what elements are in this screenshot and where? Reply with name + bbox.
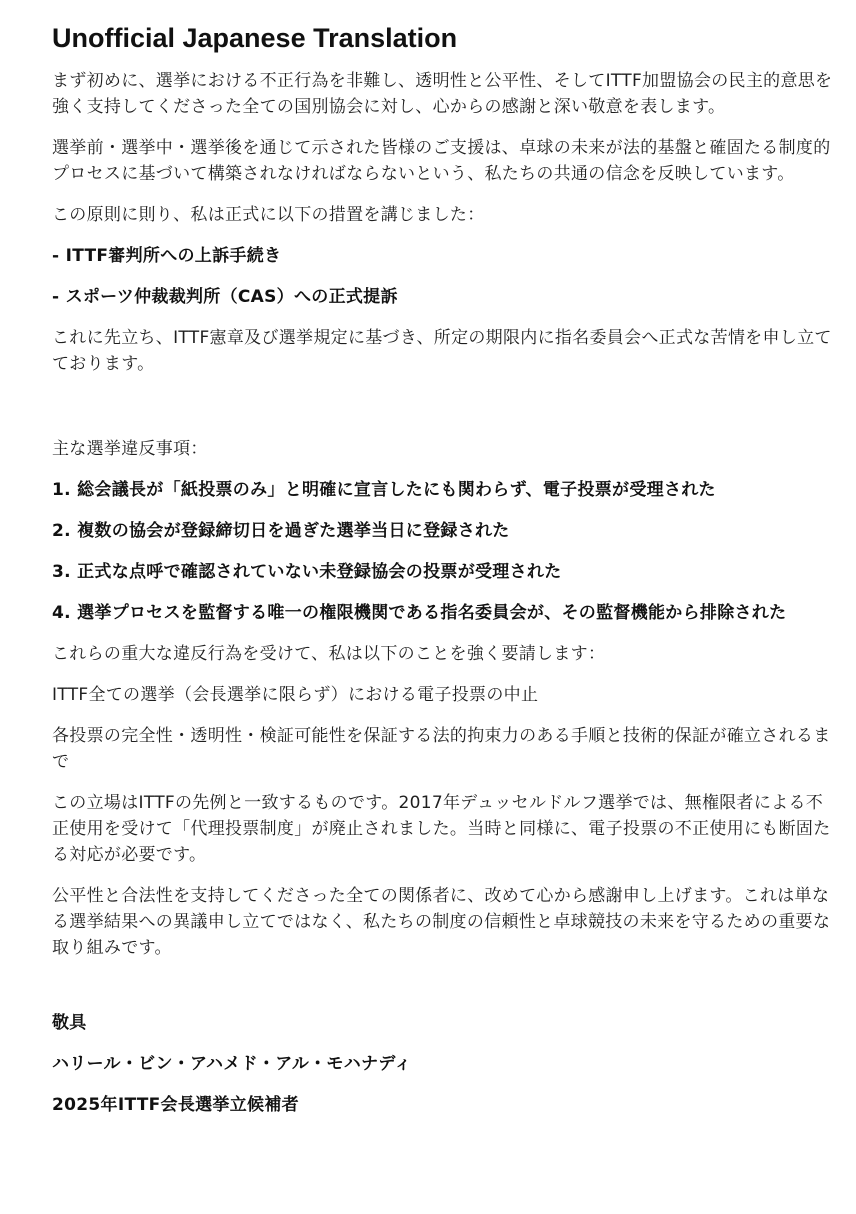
- spacer: [52, 976, 834, 1010]
- document-page: [52, 18, 834, 1133]
- violation-item-4: 4. 選挙プロセスを監督する唯一の権限機関である指名委員会が、その監督機能から排除された: [52, 603, 787, 623]
- paragraph-gratitude: まず初めに、選挙における不正行為を非難し、透明性と公平性、そしてITTF加盟協会の民主的意思を強く支持してくださった全ての国別協会に対し、心からの感謝と深い敬意を表します。: [52, 71, 833, 117]
- signatory-name: ハリール・ビン・アハメド・アル・モハナディ: [52, 1054, 412, 1074]
- violation-item-1: 1. 総会議長が「紙投票のみ」と明確に宣言したにも関わらず、電子投票が受理された: [52, 480, 716, 500]
- violation-item-2: 2. 複数の協会が登録締切日を過ぎた選挙当日に登録された: [52, 521, 510, 541]
- measure-item-ittf-tribunal: - ITTF審判所への上訴手続き: [52, 246, 282, 266]
- document-title: Unofficial Japanese Translation: [52, 23, 458, 53]
- paragraph-request-intro: これらの重大な違反行為を受けて、私は以下のことを強く要請します：: [52, 644, 606, 664]
- paragraph-prior-complaint: これに先立ち、ITTF憲章及び選挙規定に基づき、所定の期限内に指名委員会へ正式な苦情を申し立てております。: [52, 328, 832, 374]
- closing-salutation: 敬具: [52, 1013, 87, 1033]
- paragraph-precedent: この立場はITTFの先例と一致するものです。2017年デュッセルドルフ選挙では、無権限者による不正使用を受けて「代理投票制度」が廃止されました。当時と同様に、電子投票の不正使用にも断固たる対応が必要です。: [52, 793, 831, 865]
- request-item-until-guarantees: 各投票の完全性・透明性・検証可能性を保証する法的拘束力のある手順と技術的保証が確立されるまで: [52, 726, 831, 772]
- request-item-suspend-evoting: ITTF全ての選挙（会長選挙に限らず）における電子投票の中止: [52, 685, 539, 705]
- paragraph-support: 選挙前・選挙中・選挙後を通じて示された皆様のご支援は、卓球の未来が法的基盤と確固たる制度的プロセスに基づいて構築されなければならないという、私たちの共通の信念を反映しています。: [52, 138, 831, 184]
- violations-heading: 主な選挙違反事項：: [52, 439, 208, 459]
- paragraph-measures-intro: この原則に則り、私は正式に以下の措置を講じました：: [52, 205, 485, 225]
- violation-item-3: 3. 正式な点呼で確認されていない未登録協会の投票が受理された: [52, 562, 562, 582]
- spacer: [52, 392, 834, 436]
- measure-item-cas: - スポーツ仲裁裁判所（CAS）への正式提訴: [52, 287, 398, 307]
- signatory-role: 2025年ITTF会長選挙立候補者: [52, 1095, 299, 1115]
- paragraph-thanks: 公平性と合法性を支持してくださった全ての関係者に、改めて心から感謝申し上げます。これは単なる選挙結果への異議申し立てではなく、私たちの制度の信頼性と卓球競技の未来を守るための重要な取り組みです。: [52, 886, 831, 958]
